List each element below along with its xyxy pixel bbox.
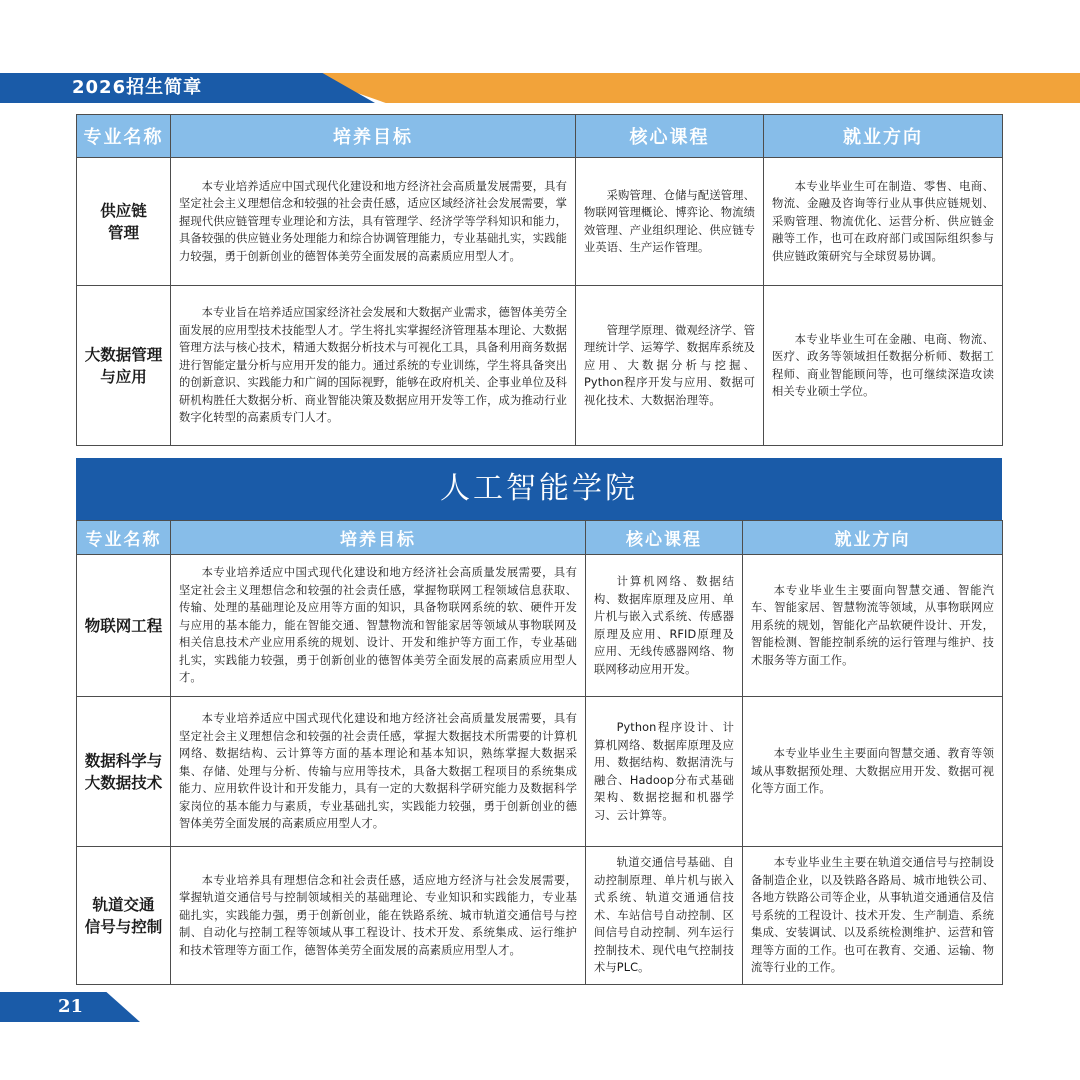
major-courses: 计算机网络、数据结构、数据库原理及应用、单片机与嵌入式系统、传感器原理及应用、RFID原理及应用、无线传感器网络、物联网移动应用开发。 (586, 555, 743, 697)
major-goal: 本专业旨在培养适应国家经济社会发展和大数据产业需求，德智体美劳全面发展的应用型技术技能型人才。学生将扎实掌握经济管理基本理论、大数据管理方法与核心技术，精通大数据分析技术与可视化工具，具备利用商务数据进行智能定量分析与应用开发的能力。通过系统的专业训练，学生将具备突出的创新意识、实践能力和广阔的国际视野，能够在政府机关、企事业单位及科研机构胜任大数据分析、商业智能决策及数据应用开发等工作，成为推动行业数字化转型的高素质专门人才。 (171, 286, 576, 446)
col-header-career: 就业方向 (743, 521, 1003, 555)
major-career: 本专业毕业生主要在轨道交通信号与控制设备制造企业，以及铁路各路局、城市地铁公司、各地方铁路公司等企业，从事轨道交通通信及信号系统的工程设计、技术开发、生产制造、系统集成、安装调试、以及系统检测维护、运营和管理等方面的工作。也可在教育、交通、运输、物流等行业的工作。 (743, 847, 1003, 985)
major-name: 物联网工程 (77, 555, 171, 697)
page-number: 21 (58, 996, 84, 1017)
col-header-goal: 培养目标 (171, 115, 576, 158)
col-header-courses: 核心课程 (586, 521, 743, 555)
major-career: 本专业毕业生可在金融、电商、物流、医疗、政务等领域担任数据分析师、数据工程师、商业智能顾问等，也可继续深造攻读相关专业硕士学位。 (764, 286, 1003, 446)
major-name: 大数据管理 与应用 (77, 286, 171, 446)
major-career: 本专业毕业生主要面向智慧交通、智能汽车、智能家居、智慧物流等领域，从事物联网应用系统的规划，智能化产品软硬件设计、开发，智能检测、智能控制系统的运行管理与维护、技术服务等方面工作。 (743, 555, 1003, 697)
major-goal: 本专业培养适应中国式现代化建设和地方经济社会高质量发展需要，具有坚定社会主义理想信念和较强的社会责任感，掌握物联网工程领域信息获取、传输、处理的基础理论及应用等方面的知识，具备物联网系统的软、硬件开发与应用的基本能力，能在智能交通、智慧物流和智能家居等领域从事物联网及相关信息技术产业应用系统的规划、设计、开发和维护等方面工作，专业基础扎实，实践能力较强，勇于创新创业的德智体美劳全面发展的高素质应用型人才。 (171, 555, 586, 697)
major-name: 轨道交通 信号与控制 (77, 847, 171, 985)
table-row (77, 555, 1003, 697)
major-goal: 本专业培养具有理想信念和社会责任感，适应地方经济与社会发展需要，掌握轨道交通信号与控制领域相关的基础理论、专业知识和实践能力，专业基础扎实，实践能力强，勇于创新创业，能在铁路系统、城市轨道交通信号与控制、自动化与控制工程等领域从事工程设计、技术开发、系统集成、运行维护和技术管理等方面工作，德智体美劳全面发展的高素质应用型人才。 (171, 847, 586, 985)
col-header-career: 就业方向 (764, 115, 1003, 158)
table-row (77, 697, 1003, 847)
table-header-row (77, 521, 1003, 555)
brochure-title: 2026招生简章 (72, 77, 203, 98)
col-header-major: 专业名称 (77, 115, 171, 158)
table-header-row (77, 115, 1003, 158)
major-career: 本专业毕业生主要面向智慧交通、教育等领域从事数据预处理、大数据应用开发、数据可视化等方面工作。 (743, 697, 1003, 847)
header-orange-band (300, 73, 1080, 103)
major-name: 数据科学与 大数据技术 (77, 697, 171, 847)
major-goal: 本专业培养适应中国式现代化建设和地方经济社会高质量发展需要，具有坚定社会主义理想信念和较强的社会责任感，掌握大数据技术所需要的计算机网络、数据结构、云计算等方面的基本理论和基本知识，熟练掌握大数据采集、存储、处理与分析、传输与应用等技术，具备大数据工程项目的系统集成能力、应用软件设计和开发能力，具有一定的大数据科学研究能力及数据科学家岗位的基本能力与素质，专业基础扎实，实践能力较强，勇于创新创业的德智体美劳全面发展的高素质应用型人才。 (171, 697, 586, 847)
col-header-courses: 核心课程 (576, 115, 764, 158)
major-courses: 轨道交通信号基础、自动控制原理、单片机与嵌入式系统、轨道交通通信技术、车站信号自动控制、区间信号自动控制、列车运行控制技术、现代电气控制技术与PLC。 (586, 847, 743, 985)
major-career: 本专业毕业生可在制造、零售、电商、物流、金融及咨询等行业从事供应链规划、采购管理、物流优化、运营分析、供应链金融等工作，也可在政府部门或国际组织参与供应链政策研究与全球贸易协调。 (764, 158, 1003, 286)
col-header-goal: 培养目标 (171, 521, 586, 555)
major-courses: 采购管理、仓储与配送管理、物联网管理概论、博弈论、物流绩效管理、产业组织理论、供应链专业英语、生产运作管理。 (576, 158, 764, 286)
major-courses: Python程序设计、计算机网络、数据库原理及应用、数据结构、数据清洗与融合、Hadoop分布式基础架构、数据挖掘和机器学习、云计算等。 (586, 697, 743, 847)
table-row (77, 847, 1003, 985)
major-name: 供应链 管理 (77, 158, 171, 286)
school-title-band: 人工智能学院 (76, 458, 1002, 520)
majors-table-2 (76, 520, 1003, 985)
major-courses: 管理学原理、微观经济学、管理统计学、运筹学、数据库系统及应用、大数据分析与挖掘、Python程序开发与应用、数据可视化技术、大数据治理等。 (576, 286, 764, 446)
table-row (77, 286, 1003, 446)
major-goal: 本专业培养适应中国式现代化建设和地方经济社会高质量发展需要，具有坚定社会主义理想信念和较强的社会责任感，适应区域经济社会发展需要，掌握现代供应链管理专业理论和方法，具有管理学、经济学等学科知识和能力，具备较强的供应链业务处理能力和综合协调管理能力，专业基础扎实，实践能力较强，勇于创新创业的德智体美劳全面发展的高素质应用型人才。 (171, 158, 576, 286)
col-header-major: 专业名称 (77, 521, 171, 555)
majors-table-1 (76, 114, 1003, 446)
table-row (77, 158, 1003, 286)
